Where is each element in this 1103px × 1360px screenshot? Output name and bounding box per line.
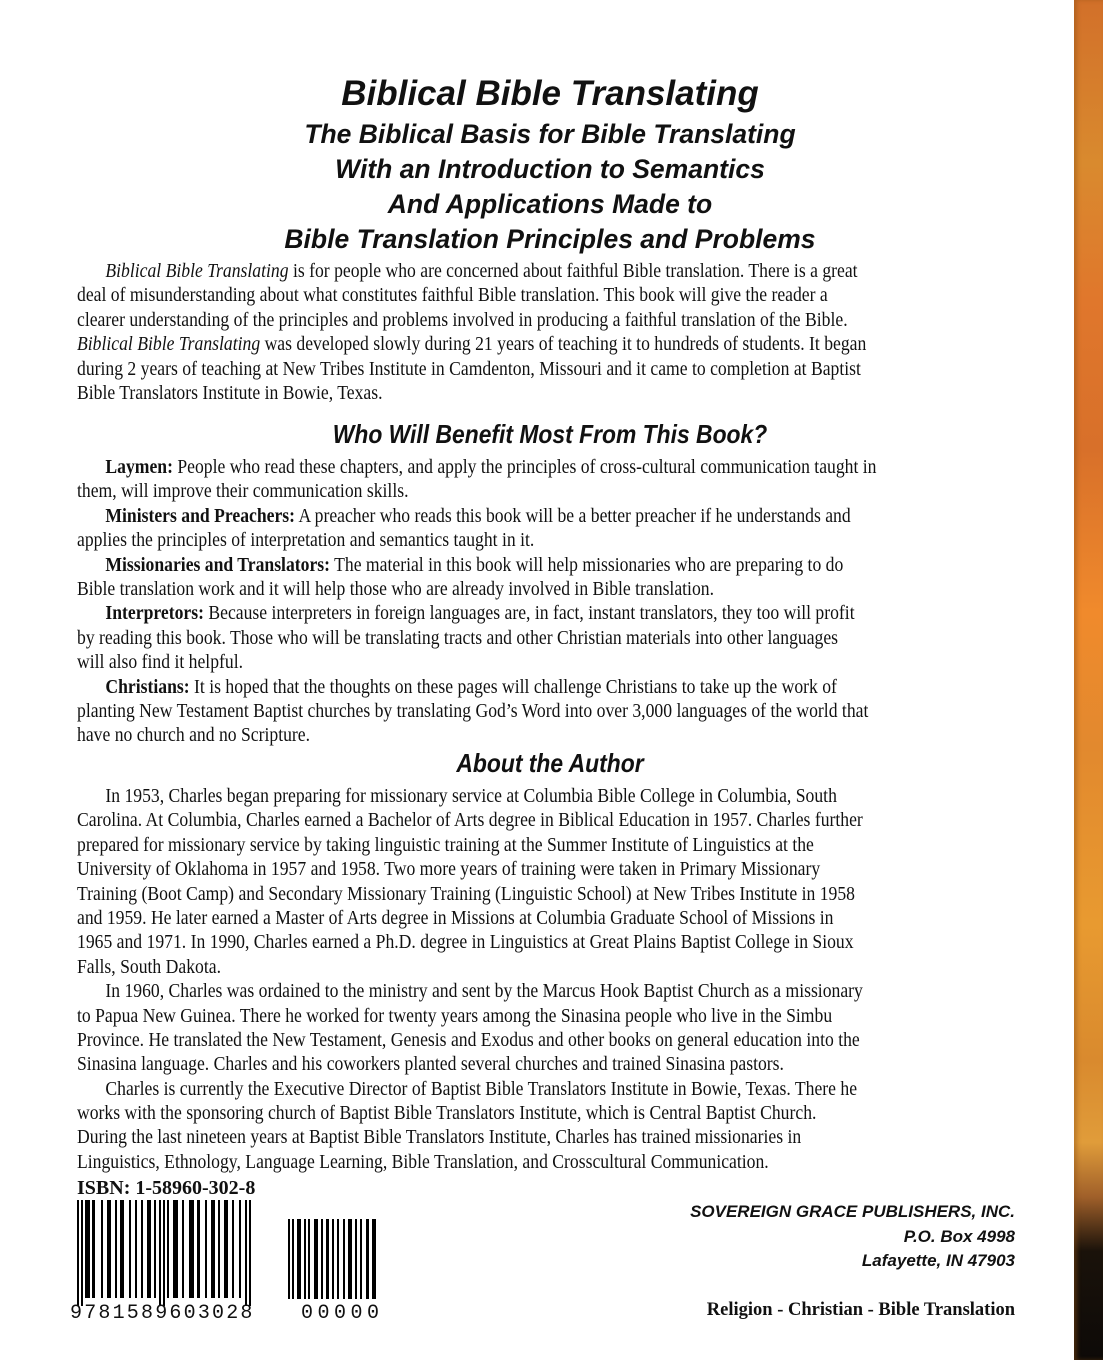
audience-label: Laymen: [105, 456, 173, 478]
subtitle-line: The Biblical Basis for Bible Translating [304, 119, 796, 149]
text-line: them, will improve their communication skills. [77, 480, 409, 503]
text-line: Bible translation work and it will help those who are already involved in Bible translation. [77, 577, 714, 600]
publisher-name: SOVEREIGN GRACE PUBLISHERS, INC. [690, 1202, 1015, 1221]
italic-book-title: Biblical Bible Translating [77, 333, 261, 356]
text-line: In 1953, Charles began preparing for missionary service at Columbia Bible College in Columbia, South [105, 785, 837, 807]
text-line: University of Oklahoma in 1957 and 1958. Two more years of training were taken in Primary Missionary [77, 858, 821, 881]
text-line [77, 553, 989, 577]
intro-paragraph [77, 259, 989, 405]
isbn-label: ISBN: 1-58960-302-8 [77, 1177, 256, 1199]
text-line: Carolina. At Columbia, Charles earned a Bachelor of Arts degree in Biblical Education in 1957. Charles further [77, 809, 863, 832]
text-line [77, 504, 989, 528]
audience-label: Christians: [105, 675, 190, 698]
line-text: is for people who are concerned about faithful Bible translation. There is a great [288, 260, 858, 282]
publisher-block [690, 1200, 1015, 1274]
text-line [77, 601, 989, 625]
text-line [77, 675, 989, 699]
audience-label: Interpretors: [105, 602, 204, 625]
audience-label: Missionaries and Translators: [105, 553, 331, 576]
line-text: The material in this book will help missionaries who are preparing to do [330, 553, 844, 576]
line-text: Because interpreters in foreign languages are, in fact, instant translators, they too will profit [203, 602, 855, 625]
line-text: It is hoped that the thoughts on these pages will challenge Christians to take up the work of [189, 675, 837, 698]
book-category: Religion - Christian - Bible Translation [706, 1300, 1015, 1320]
subtitle-line: Bible Translation Principles and Problems [284, 224, 816, 254]
text-line: clearer understanding of the principles and problems involved in producing a faithful translation of the Bible. [77, 308, 848, 331]
text-line: Bible Translators Institute in Bowie, Texas. [77, 381, 383, 404]
text-line: by reading this book. Those who will be translating tracts and other Christian materials into other languages [77, 626, 839, 649]
text-line: Province. He translated the New Testament, Genesis and Exodus and other books on general education into the [77, 1028, 860, 1051]
text-line: and 1959. He later earned a Master of Arts degree in Missions at Columbia Graduate School of Missions in [77, 906, 834, 929]
text-line: deal of misunderstanding about what constitutes faithful Bible translation. This book will give the reader a [77, 284, 828, 307]
text-line: Linguistics, Ethnology, Language Learning, Bible Translation, and Crosscultural Communication. [77, 1150, 769, 1173]
text-line: works with the sponsoring church of Baptist Bible Translators Institute, which is Central Baptist Church. [77, 1102, 817, 1125]
text-line [77, 332, 989, 356]
section-heading-author: About the Author [456, 748, 644, 778]
text-line [77, 259, 989, 283]
addon-digits: 00000 [301, 1302, 384, 1325]
text-line: Falls, South Dakota. [77, 955, 221, 978]
author-bio [77, 784, 989, 1174]
line-text: People who read these chapters, and apply the principles of cross-cultural communication taught in [172, 456, 877, 478]
text-line: will also find it helpful. [77, 651, 244, 674]
text-line: Training (Boot Camp) and Secondary Missionary Training (Linguistic School) at New Tribes Institute in 1958 [77, 882, 855, 905]
text-line: applies the principles of interpretation and semantics taught in it. [77, 529, 535, 552]
publisher-address-line1: P.O. Box 4998 [903, 1226, 1015, 1246]
benefit-list [77, 455, 989, 748]
text-line: during 2 years of teaching at New Tribes Institute in Camdenton, Missouri and it came to completion at Baptist [77, 357, 861, 380]
barcode-digits: 9781589603028 [70, 1302, 255, 1325]
line-text: was developed slowly during 21 years of teaching it to hundreds of students. It began [260, 333, 867, 356]
subtitle-line: And Applications Made to [387, 189, 713, 219]
subtitle-line: With an Introduction to Semantics [335, 154, 765, 184]
isbn-barcode-icon [77, 1200, 255, 1306]
text-line: In 1960, Charles was ordained to the ministry and sent by the Marcus Hook Baptist Church as a missionary [105, 980, 863, 1003]
italic-book-title: Biblical Bible Translating [105, 260, 289, 282]
text-line: Charles is currently the Executive Director of Baptist Bible Translators Institute in Bowie, Texas. There he [105, 1077, 858, 1100]
line-text: A preacher who reads this book will be a better preacher if he understands and [295, 504, 851, 527]
section-heading-benefit: Who Will Benefit Most From This Book? [332, 419, 768, 449]
text-line: have no church and no Scripture. [77, 724, 311, 747]
price-addon-barcode-icon [288, 1219, 380, 1306]
text-line: planting New Testament Baptist churches by translating God’s Word into over 3,000 languages of the world that [77, 699, 869, 722]
text-line: prepared for missionary service by taking linguistic training at the Summer Institute of Linguistics at the [77, 833, 814, 856]
text-line: to Papua New Guinea. There he worked for twenty years among the Sinasina people who live in the Simbu [77, 1004, 833, 1027]
text-line: During the last nineteen years at Baptist Bible Translators Institute, Charles has trained missionaries in [77, 1126, 802, 1149]
publisher-address-line2: Lafayette, IN 47903 [861, 1251, 1015, 1270]
book-title: Biblical Bible Translating [341, 74, 759, 113]
text-line [77, 455, 989, 479]
audience-label: Ministers and Preachers: [105, 504, 296, 527]
text-line: 1965 and 1971. In 1990, Charles earned a Ph.D. degree in Linguistics at Great Plains Baptist College in Sioux [77, 931, 854, 954]
text-line: Sinasina language. Charles and his coworkers planted several churches and trained Sinasina pastors. [77, 1053, 784, 1076]
